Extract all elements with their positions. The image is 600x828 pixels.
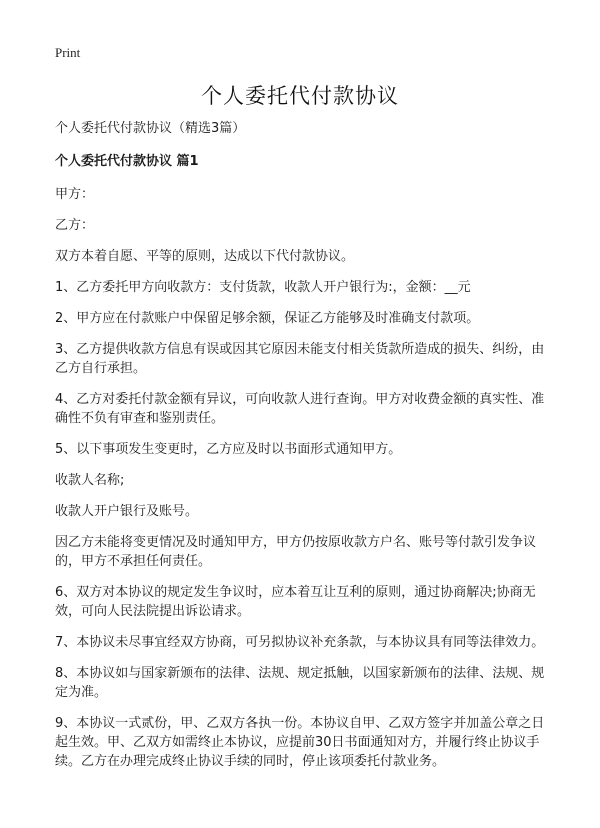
clause-4: 4、乙方对委托付款金额有异议，可向收款人进行查询。甲方对收费金额的真实性、准确性不负有审查和鉴别责任。	[55, 392, 545, 426]
document-body	[55, 119, 555, 783]
intro-paragraph: 双方本着自愿、平等的原则，达成以下代付款协议。	[55, 249, 355, 264]
change-notice-paragraph: 因乙方未能将变更情况及时通知甲方，甲方仍按原收款方户名、账号等付款引发争议的，甲方不承担任何责任。	[55, 535, 537, 569]
section-heading: 个人委托代付款协议 篇1	[55, 154, 199, 169]
payee-bank-line: 收款人开户银行及账号。	[55, 504, 199, 519]
print-link[interactable]: Print	[55, 45, 81, 60]
party-a-line: 甲方：	[55, 187, 95, 202]
party-b-line: 乙方：	[55, 218, 95, 233]
clause-7: 7、本协议未尽事宜经双方协商，可另拟协议补充条款，与本协议具有同等法律效力。	[55, 635, 545, 650]
clause-1: 1、乙方委托甲方向收款方：支付货款，收款人开户银行为:，金额：__元	[55, 280, 471, 295]
clause-9: 9、本协议一式贰份，甲、乙双方各执一份。本协议自甲、乙双方签字并加盖公章之日起生效。甲、乙双方如需终止本协议，应提前30日书面通知对方，并履行终止协议手续。乙方在办理完成终止协议手续的同时，停止该项委托付款业务。	[55, 716, 545, 769]
clause-8: 8、本协议如与国家新颁布的法律、法规、规定抵触，以国家新颁布的法律、法规、规定为准。	[55, 666, 545, 700]
clause-6: 6、双方对本协议的规定发生争议时，应本着互让互利的原则，通过协商解决;协商无效，可向人民法院提出诉讼请求。	[55, 585, 536, 619]
document-title: 个人委托代付款协议	[201, 84, 399, 108]
clause-3: 3、乙方提供收款方信息有误或因其它原因未能支付相关货款所造成的损失、纠纷，由乙方自行承担。	[55, 342, 545, 376]
document-subtitle: 个人委托代付款协议（精选3篇）	[55, 121, 246, 136]
clause-2: 2、甲方应在付款账户中保留足够余额，保证乙方能够及时准确支付款项。	[55, 311, 480, 326]
clause-5: 5、以下事项发生变更时，乙方应及时以书面形式通知甲方。	[55, 442, 402, 457]
payee-name-line: 收款人名称;	[55, 473, 125, 488]
